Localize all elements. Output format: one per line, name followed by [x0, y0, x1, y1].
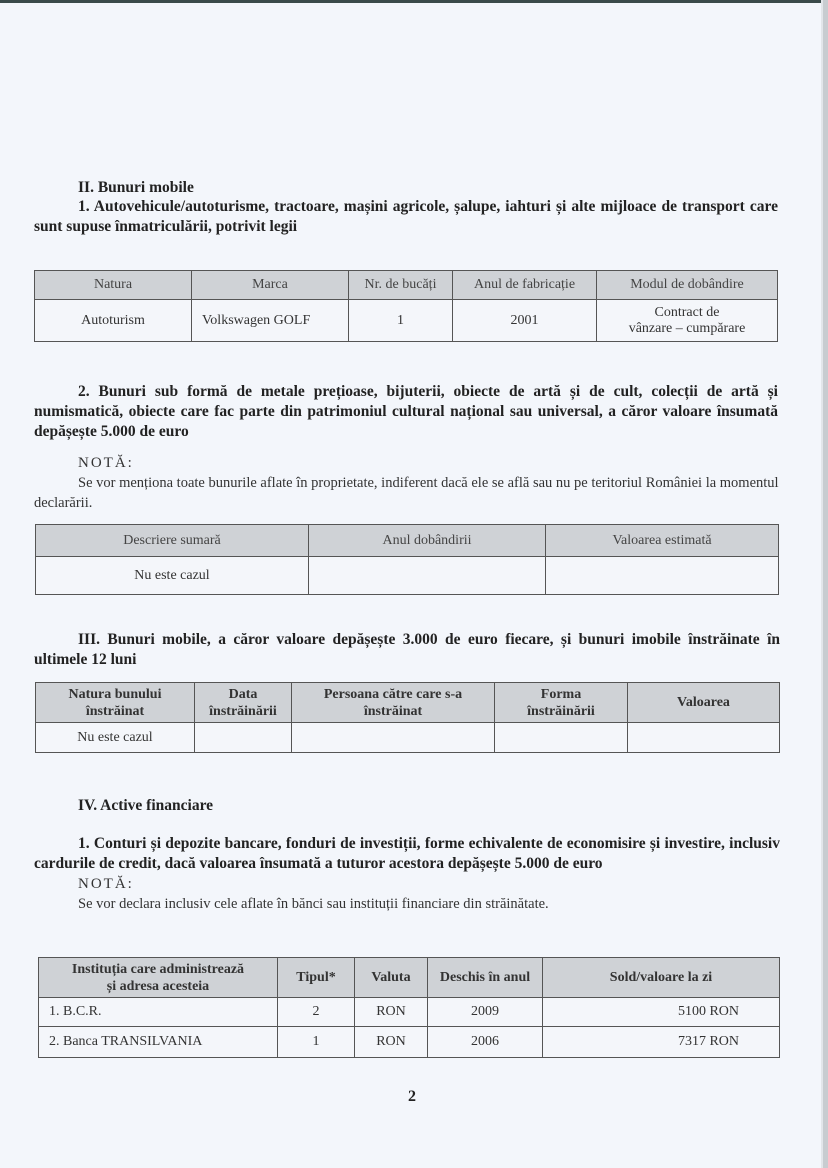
table-header-row	[36, 525, 779, 557]
cell-institutie: 1. B.C.R.	[39, 998, 278, 1027]
table-row	[39, 998, 780, 1027]
header-line: Natura bunului	[68, 686, 162, 702]
alienated-goods-table	[35, 682, 780, 753]
col-header-mod-dobandire: Modul de dobândire	[597, 271, 778, 300]
table-row	[35, 300, 778, 342]
cell-forma	[495, 723, 628, 753]
col-header-descriere: Descriere sumară	[36, 525, 309, 557]
col-header-persoana	[292, 683, 495, 723]
table-header-row	[35, 271, 778, 300]
col-header-valoarea: Valoarea	[628, 683, 780, 723]
cell-institutie: 2. Banca TRANSILVANIA	[39, 1027, 278, 1058]
note-label: NOTĂ:	[78, 876, 134, 892]
cell-an: 2006	[428, 1027, 543, 1058]
cell-marca: Volkswagen GOLF	[192, 300, 349, 342]
table-row	[39, 1027, 780, 1058]
header-line: și adresa acesteia	[106, 978, 210, 994]
note-text: Se vor menționa toate bunurile aflate în proprietate, indiferent dacă ele se află sau nu pe teritoriul României la momentul declarării.	[34, 475, 779, 511]
table-header-row	[36, 683, 780, 723]
note-text: Se vor declara inclusiv cele aflate în bănci sau instituții financiare din străinătate.	[78, 896, 549, 912]
col-header-natura: Natura	[35, 271, 192, 300]
cell-descriere: Nu este cazul	[36, 557, 309, 595]
header-line: Instituția care administrează	[71, 961, 245, 977]
table-row	[36, 723, 780, 753]
header-line: Data	[228, 686, 258, 702]
col-header-marca: Marca	[192, 271, 349, 300]
header-line: înstrăinării	[209, 703, 277, 719]
accounts-table	[38, 957, 780, 1058]
table-row	[36, 557, 779, 595]
cell-data	[195, 723, 292, 753]
cell-an: 2009	[428, 998, 543, 1027]
cell-mod-dobandire	[597, 300, 778, 342]
cell-an-fabricatie: 2001	[453, 300, 597, 342]
section-iv-item1: 1. Conturi și depozite bancare, fonduri de investiții, forme echivalente de economisire și investire, inclusiv cardurile de credit, dacă valoarea însumată a tuturor acestora depășește 5.000 de euro	[34, 835, 780, 872]
cell-tip: 1	[278, 1027, 355, 1058]
cell-sold: 7317 RON	[543, 1027, 780, 1058]
cell-natura: Autoturism	[35, 300, 192, 342]
note-label: NOTĂ:	[78, 455, 134, 471]
cell-sold: 5100 RON	[543, 998, 780, 1027]
col-header-data	[195, 683, 292, 723]
col-header-valoare: Valoarea estimată	[546, 525, 779, 557]
col-header-forma	[495, 683, 628, 723]
cell-mod-line1: Contract de	[654, 304, 720, 320]
table-header-row	[39, 958, 780, 998]
header-line: Forma	[540, 686, 582, 702]
vehicles-table	[34, 270, 778, 342]
col-header-tipul: Tipul*	[278, 958, 355, 998]
header-line: înstrăinat	[85, 703, 145, 719]
col-header-nr-bucati: Nr. de bucăți	[349, 271, 453, 300]
cell-mod-line2: vânzare – cumpărare	[628, 320, 746, 336]
header-line: înstrăinării	[527, 703, 595, 719]
cell-persoana	[292, 723, 495, 753]
col-header-institutie	[39, 958, 278, 998]
page-number: 2	[408, 1088, 416, 1105]
col-header-sold: Sold/valoare la zi	[543, 958, 780, 998]
col-header-valuta: Valuta	[355, 958, 428, 998]
cell-valoare	[546, 557, 779, 595]
section-ii-item2: 2. Bunuri sub formă de metale prețioase, bijuterii, obiecte de artă și de cult, colecții de artă și numismatică, obiecte care fac parte din patrimoniul cultural național sau universal, a căror valoare însumată depășește 5.000 de euro	[34, 383, 778, 440]
cell-nr-bucati: 1	[349, 300, 453, 342]
col-header-an-dobandire: Anul dobândirii	[309, 525, 546, 557]
col-header-natura-bunului	[36, 683, 195, 723]
header-line: Persoana către care s-a	[323, 686, 463, 702]
cell-natura: Nu este cazul	[36, 723, 195, 753]
section-ii-title: II. Bunuri mobile	[78, 179, 194, 196]
section-iv-title: IV. Active financiare	[78, 797, 214, 814]
col-header-deschis: Deschis în anul	[428, 958, 543, 998]
valuables-table	[35, 524, 779, 595]
cell-valuta: RON	[355, 1027, 428, 1058]
cell-an	[309, 557, 546, 595]
cell-valoare	[628, 723, 780, 753]
section-iii-title: III. Bunuri mobile, a căror valoare depășește 3.000 de euro fiecare, și bunuri imobile înstrăinate în ultimele 12 luni	[34, 631, 780, 668]
cell-valuta: RON	[355, 998, 428, 1027]
cell-tip: 2	[278, 998, 355, 1027]
section-ii-item1: 1. Autovehicule/autoturisme, tractoare, mașini agricole, șalupe, iahturi și alte mijloace de transport care sunt supuse înmatriculării, potrivit legii	[34, 198, 778, 235]
col-header-an-fabricatie: Anul de fabricație	[453, 271, 597, 300]
header-line: înstrăinat	[363, 703, 423, 719]
